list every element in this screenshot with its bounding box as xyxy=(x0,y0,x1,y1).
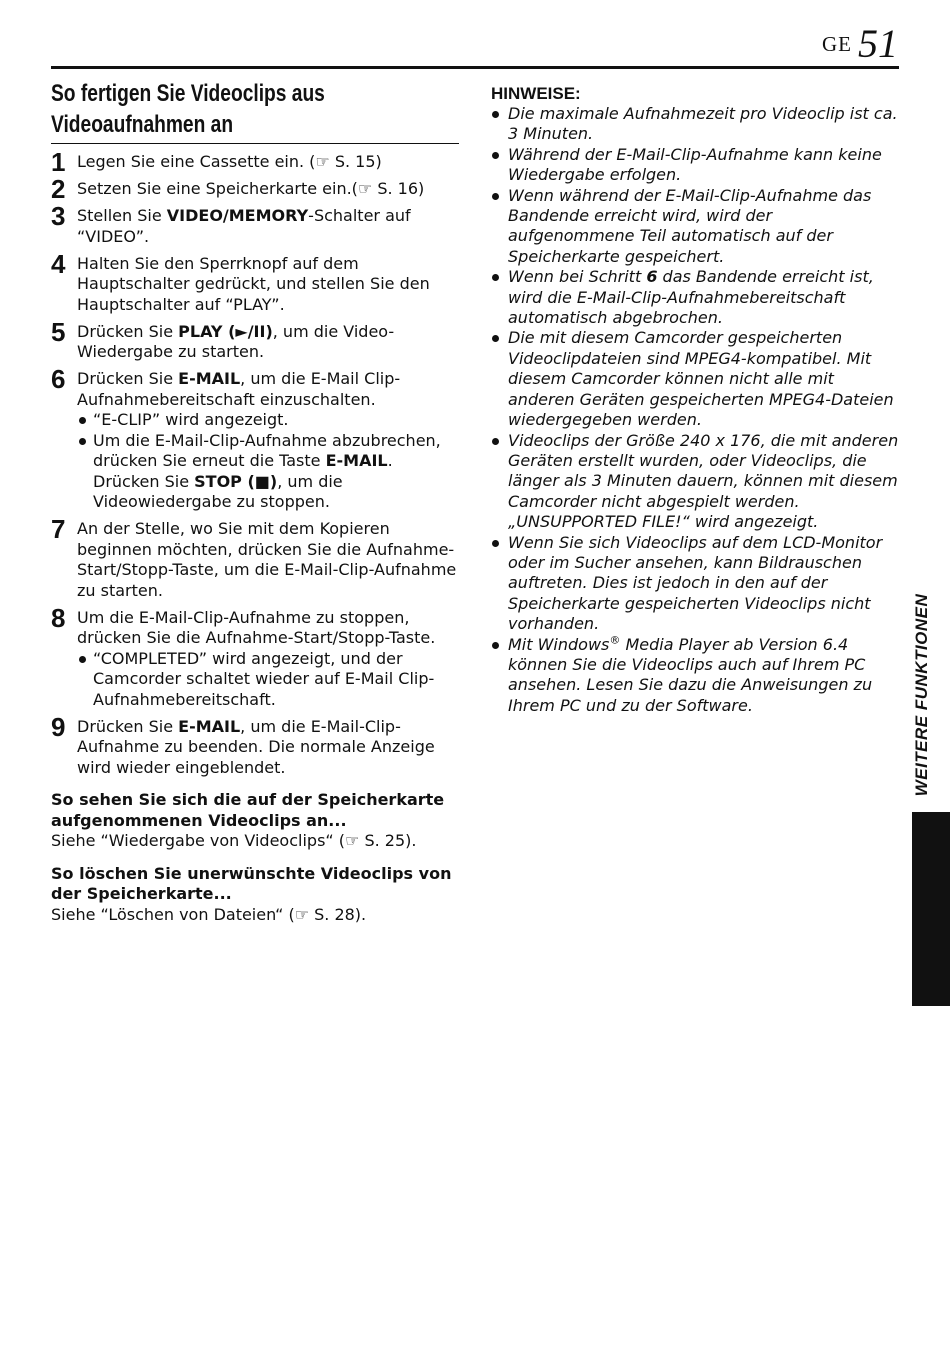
note-text: das Bandende erreicht ist, wird die E-Mail-Clip-Aufnahmebereitschaft automatisch abgebrochen. xyxy=(508,267,874,328)
step-number: 9 xyxy=(51,711,66,742)
step-2 xyxy=(51,174,459,204)
step-1 xyxy=(51,147,459,177)
view-text: Siehe “Wiedergabe von Videoclips“ (☞ S. 25). xyxy=(51,831,417,850)
step-text: Stellen Sie xyxy=(77,206,167,225)
page-number-value: 51 xyxy=(858,21,898,66)
step-text: Drücken Sie xyxy=(77,716,179,736)
step-5 xyxy=(51,316,459,363)
note-text: Mit Windows xyxy=(508,634,610,654)
page-number xyxy=(822,20,898,67)
step-text: , um die Video-Wiedergabe zu starten. xyxy=(77,321,395,361)
step-bullet xyxy=(77,649,459,711)
note-item: Die mit diesem Camcorder gespeicherten Videoclipdateien sind MPEG4-kompatibel. Mit diesem Camcorder können nicht alle mit anderen Geräten gespeicherten MPEG4-Dateien wiedergegeben werden. xyxy=(491,328,901,430)
step-bullet xyxy=(77,431,459,513)
step-9 xyxy=(51,711,459,779)
step-text: An der Stelle, wo Sie mit dem Kopieren beginnen möchten, drücken Sie die Aufnahme-Start/Stopp-Taste, um die E-Mail-Clip-Aufnahme zu starten. xyxy=(77,519,457,600)
note-item: Wenn Sie sich Videoclips auf dem LCD-Monitor oder im Sucher ansehen, kann Bildrauschen auftreten. Dies ist jedoch in den auf der Speicherkarte gespeicherten Videoclips nicht vorhanden. xyxy=(491,533,901,635)
left-column xyxy=(51,78,459,925)
step-3 xyxy=(51,201,459,247)
step-text: -Schalter auf “VIDEO”. xyxy=(77,206,411,246)
title-line-1: So fertigen Sie Videoclips aus xyxy=(51,80,325,107)
delete-text: Siehe “Löschen von Dateien“ (☞ S. 28). xyxy=(51,904,367,924)
step-number: 1 xyxy=(51,147,66,177)
note-step-ref: 6 xyxy=(646,267,658,287)
step-text: , um die E-Mail-Clip-Aufnahme zu beenden. Die normale Anzeige wird wieder eingeblendet. xyxy=(77,716,435,777)
step-number: 2 xyxy=(51,174,66,204)
notes-heading: HINWEISE: xyxy=(491,84,581,103)
bullet-text: , um die Videowiedergabe zu stoppen. xyxy=(93,471,343,511)
step-number: 6 xyxy=(51,364,66,394)
step-number: 7 xyxy=(51,514,66,544)
note-item: Wenn während der E-Mail-Clip-Aufnahme das Bandende erreicht wird, wird der aufgenommene Teil automatisch auf der Speicherkarte gespeichert. xyxy=(491,186,901,268)
header-rule xyxy=(51,66,899,69)
step-key: PLAY (►/II) xyxy=(178,321,273,341)
view-heading: So sehen Sie sich die auf der Speicherkarte aufgenommenen Videoclips an... xyxy=(51,790,445,830)
page-header xyxy=(0,0,950,70)
view-section xyxy=(51,790,459,852)
step-key: E-MAIL xyxy=(178,716,241,736)
step-text: Drücken Sie xyxy=(77,369,179,388)
language-code: GE xyxy=(822,32,852,56)
step-4 xyxy=(51,248,459,316)
step-text: Setzen Sie eine Speicherkarte ein.(☞ S. 16) xyxy=(77,179,425,198)
steps-list xyxy=(51,147,459,778)
side-section-tab xyxy=(912,812,950,1006)
title-line-2: Videoaufnahmen an xyxy=(51,111,234,138)
step-8 xyxy=(51,602,459,711)
note-item: Die maximale Aufnahmezeit pro Videoclip ist ca. 3 Minuten. xyxy=(491,104,901,145)
note-text: Wenn bei Schritt xyxy=(508,267,647,287)
note-item: Videoclips der Größe 240 x 176, die mit anderen Geräten erstellt wurden, oder Videoclips, die länger als 3 Minuten dauern, können mit diesem Camcorder nicht abgespielt werden. „UNSUPPORTED FILE!“ wird angezeigt. xyxy=(491,431,901,533)
step-number: 4 xyxy=(51,248,66,279)
bullet-key: STOP (■) xyxy=(194,471,278,491)
step-key: E-MAIL xyxy=(178,369,241,388)
note-text: Media Player ab Version 6.4 können Sie die Videoclips auch auf Ihrem PC ansehen. Lesen Sie dazu die Anweisungen zu Ihrem PC und zu der Software. xyxy=(508,634,873,715)
section-title xyxy=(51,78,451,140)
registered-mark: ® xyxy=(609,633,621,647)
delete-heading: So löschen Sie unerwünschte Videoclips von der Speicherkarte... xyxy=(51,863,452,903)
step-text: Legen Sie eine Cassette ein. (☞ S. 15) xyxy=(77,152,382,171)
step-7 xyxy=(51,514,459,601)
step-text: , um die E-Mail Clip-Aufnahmebereitschaft einzuschalten. xyxy=(77,369,401,409)
step-text: Drücken Sie xyxy=(77,321,179,341)
note-item xyxy=(491,635,901,717)
side-section-label: WEITERE FUNKTIONEN xyxy=(912,593,931,797)
step-text: Halten Sie den Sperrknopf auf dem Hauptschalter gedrückt, und stellen Sie den Hauptschalter auf “PLAY”. xyxy=(77,253,430,314)
bullet-text: . Drücken Sie xyxy=(93,451,393,491)
step-6 xyxy=(51,364,459,513)
note-item xyxy=(491,267,901,328)
step-text: Um die E-Mail-Clip-Aufnahme zu stoppen, drücken Sie die Aufnahme-Start/Stopp-Taste. xyxy=(77,607,436,647)
bullet-key: E-MAIL xyxy=(325,451,388,470)
step-bullet xyxy=(77,410,459,431)
note-item: Während der E-Mail-Clip-Aufnahme kann keine Wiedergabe erfolgen. xyxy=(491,145,901,186)
bullet-text: “E-CLIP” wird angezeigt. xyxy=(93,410,289,429)
step-number: 5 xyxy=(51,316,66,347)
bullet-text: “COMPLETED” wird angezeigt, und der Camcorder schaltet wieder auf E-Mail Clip-Aufnahmebereitschaft. xyxy=(93,648,435,709)
delete-section xyxy=(51,864,459,926)
title-rule xyxy=(51,143,459,144)
step-number: 3 xyxy=(51,201,66,231)
step-key: VIDEO/MEMORY xyxy=(166,206,309,225)
notes-column xyxy=(491,84,901,716)
bullet-text: Um die E-Mail-Clip-Aufnahme abzubrechen, drücken Sie erneut die Taste xyxy=(93,430,441,470)
step-number: 8 xyxy=(51,602,66,633)
